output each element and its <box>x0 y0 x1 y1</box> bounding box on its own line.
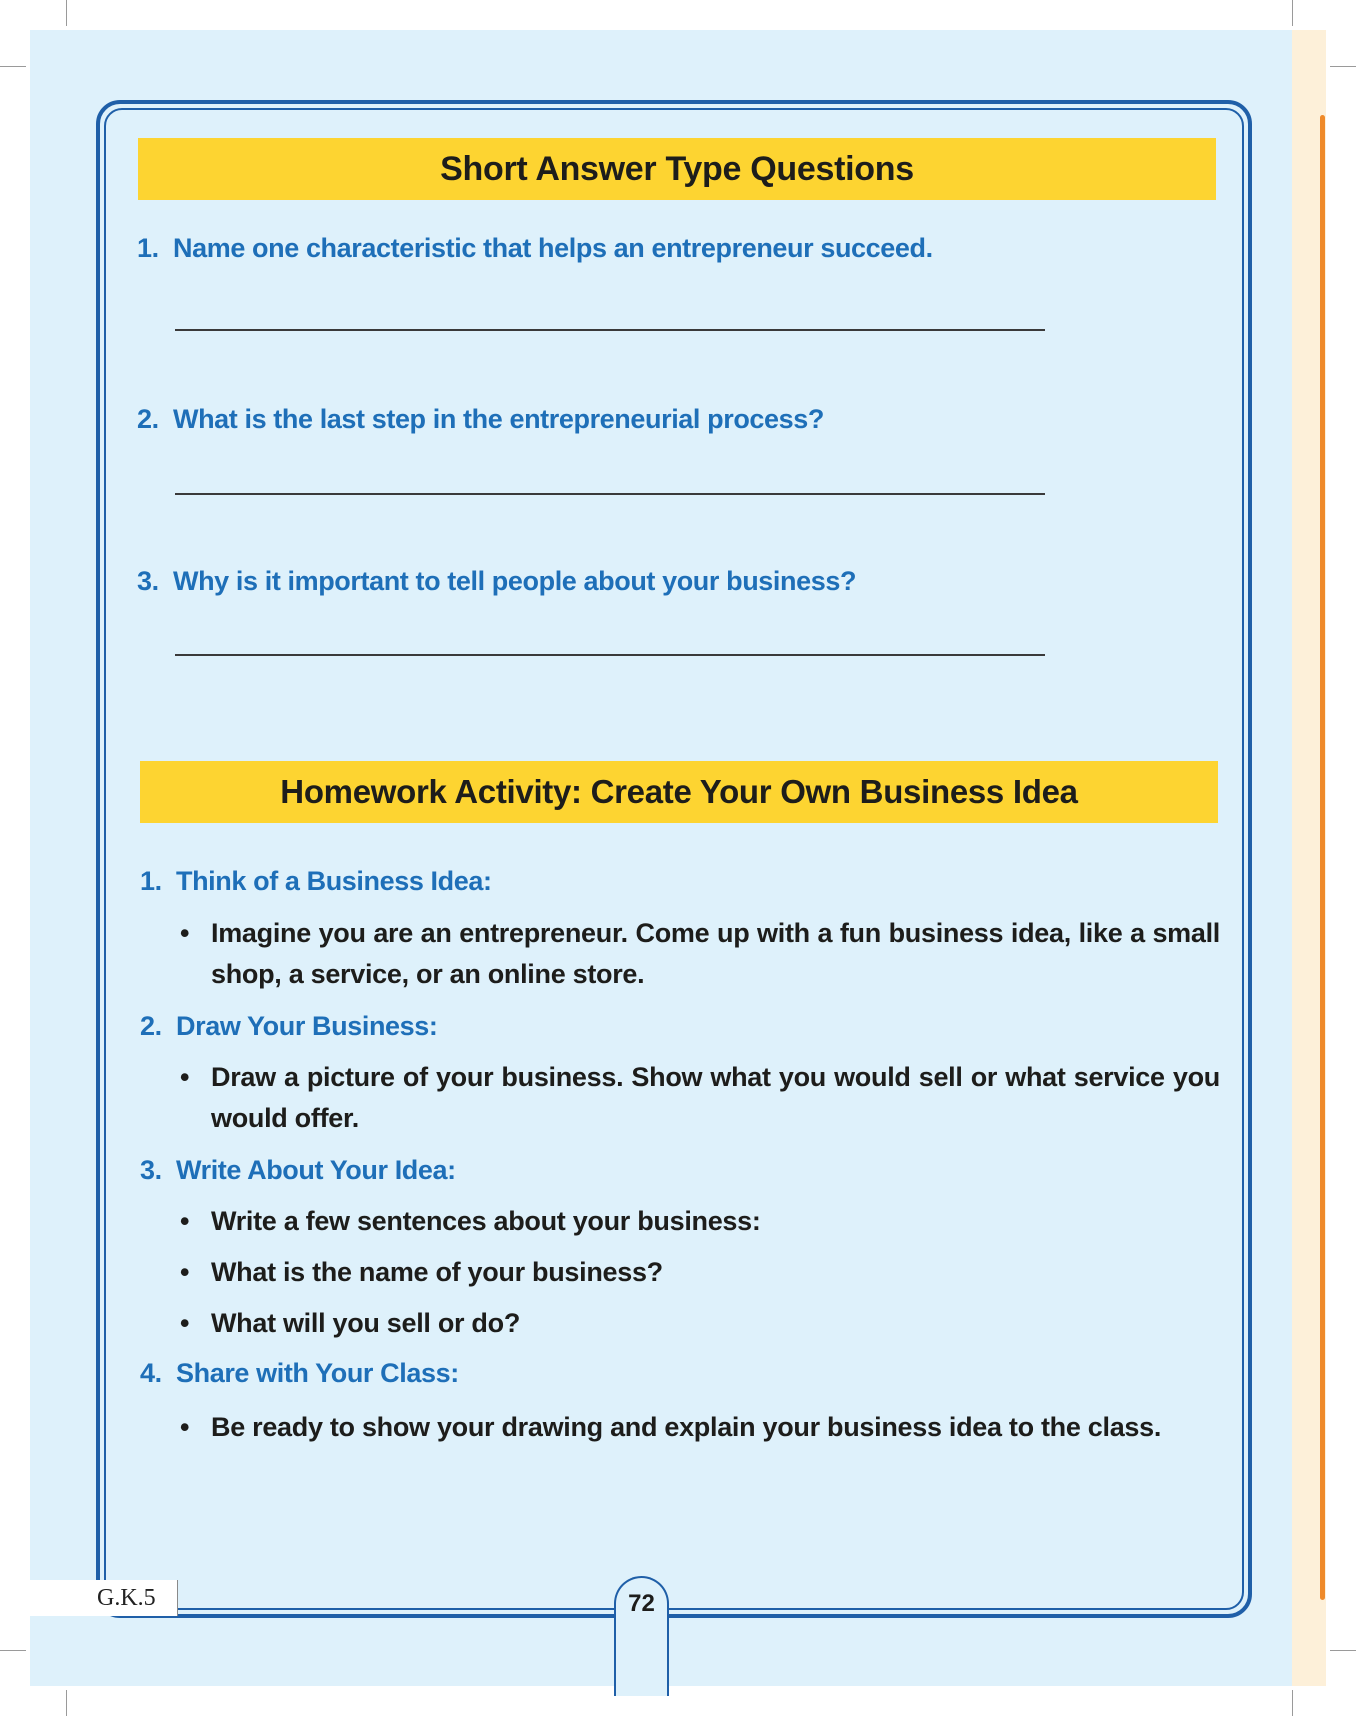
bullet-icon: • <box>180 1412 190 1442</box>
bullet-icon: • <box>180 1062 190 1092</box>
bullet-icon: • <box>180 1308 190 1338</box>
answer-line-1[interactable] <box>175 329 1045 331</box>
step-number: 3. <box>140 1155 162 1185</box>
bullet-item <box>180 913 1220 995</box>
bullet-icon: • <box>180 1257 190 1287</box>
homework-step-2 <box>140 1011 437 1042</box>
crop-mark <box>1330 66 1356 67</box>
bullet-item <box>180 1407 1220 1448</box>
question-2 <box>137 404 824 435</box>
bullet-item <box>180 1201 1220 1242</box>
bullet-text: Be ready to show your drawing and explain your business idea to the class. <box>211 1412 1162 1442</box>
short-answer-heading: Short Answer Type Questions <box>138 138 1216 200</box>
answer-line-3[interactable] <box>175 654 1045 656</box>
side-accent-line <box>1320 115 1325 1600</box>
bullet-text: Draw a picture of your business. Show what you would sell or what service you would offer. <box>211 1062 1220 1133</box>
crop-mark <box>1330 1650 1356 1651</box>
bullet-icon: • <box>180 1206 190 1236</box>
crop-mark <box>0 1650 26 1651</box>
crop-mark <box>66 1690 67 1716</box>
page-number: 72 <box>628 1590 655 1617</box>
step-heading: Write About Your Idea: <box>176 1155 456 1185</box>
homework-step-3 <box>140 1155 456 1186</box>
homework-step-1 <box>140 866 492 897</box>
crop-mark <box>1292 0 1293 26</box>
answer-line-2[interactable] <box>175 493 1045 495</box>
step-number: 2. <box>140 1011 162 1041</box>
bullet-text: Write a few sentences about your business: <box>211 1206 761 1236</box>
crop-mark <box>0 66 26 67</box>
bullet-item <box>180 1252 1220 1293</box>
homework-heading: Homework Activity: Create Your Own Business Idea <box>140 761 1218 823</box>
question-number: 3. <box>137 566 159 596</box>
bullet-icon: • <box>180 918 190 948</box>
question-text: What is the last step in the entrepreneurial process? <box>173 404 824 434</box>
homework-step-4 <box>140 1358 459 1389</box>
step-number: 1. <box>140 866 162 896</box>
footer-rule <box>178 1614 613 1616</box>
question-text: Name one characteristic that helps an entrepreneur succeed. <box>173 233 933 263</box>
question-text: Why is it important to tell people about your business? <box>173 566 857 596</box>
step-heading: Think of a Business Idea: <box>176 866 492 896</box>
bullet-text: What is the name of your business? <box>211 1257 663 1287</box>
step-heading: Draw Your Business: <box>176 1011 438 1041</box>
bullet-text: Imagine you are an entrepreneur. Come up with a fun business idea, like a small shop, a service, or an online store. <box>211 918 1220 989</box>
bullet-item <box>180 1057 1220 1139</box>
book-label: G.K.5 <box>0 1580 178 1616</box>
crop-mark <box>1292 1690 1293 1716</box>
question-number: 2. <box>137 404 159 434</box>
crop-mark <box>66 0 67 26</box>
question-1 <box>137 233 933 264</box>
question-number: 1. <box>137 233 159 263</box>
step-heading: Share with Your Class: <box>176 1358 459 1388</box>
bullet-item <box>180 1303 1220 1344</box>
question-3 <box>137 566 856 597</box>
step-number: 4. <box>140 1358 162 1388</box>
bullet-text: What will you sell or do? <box>211 1308 521 1338</box>
